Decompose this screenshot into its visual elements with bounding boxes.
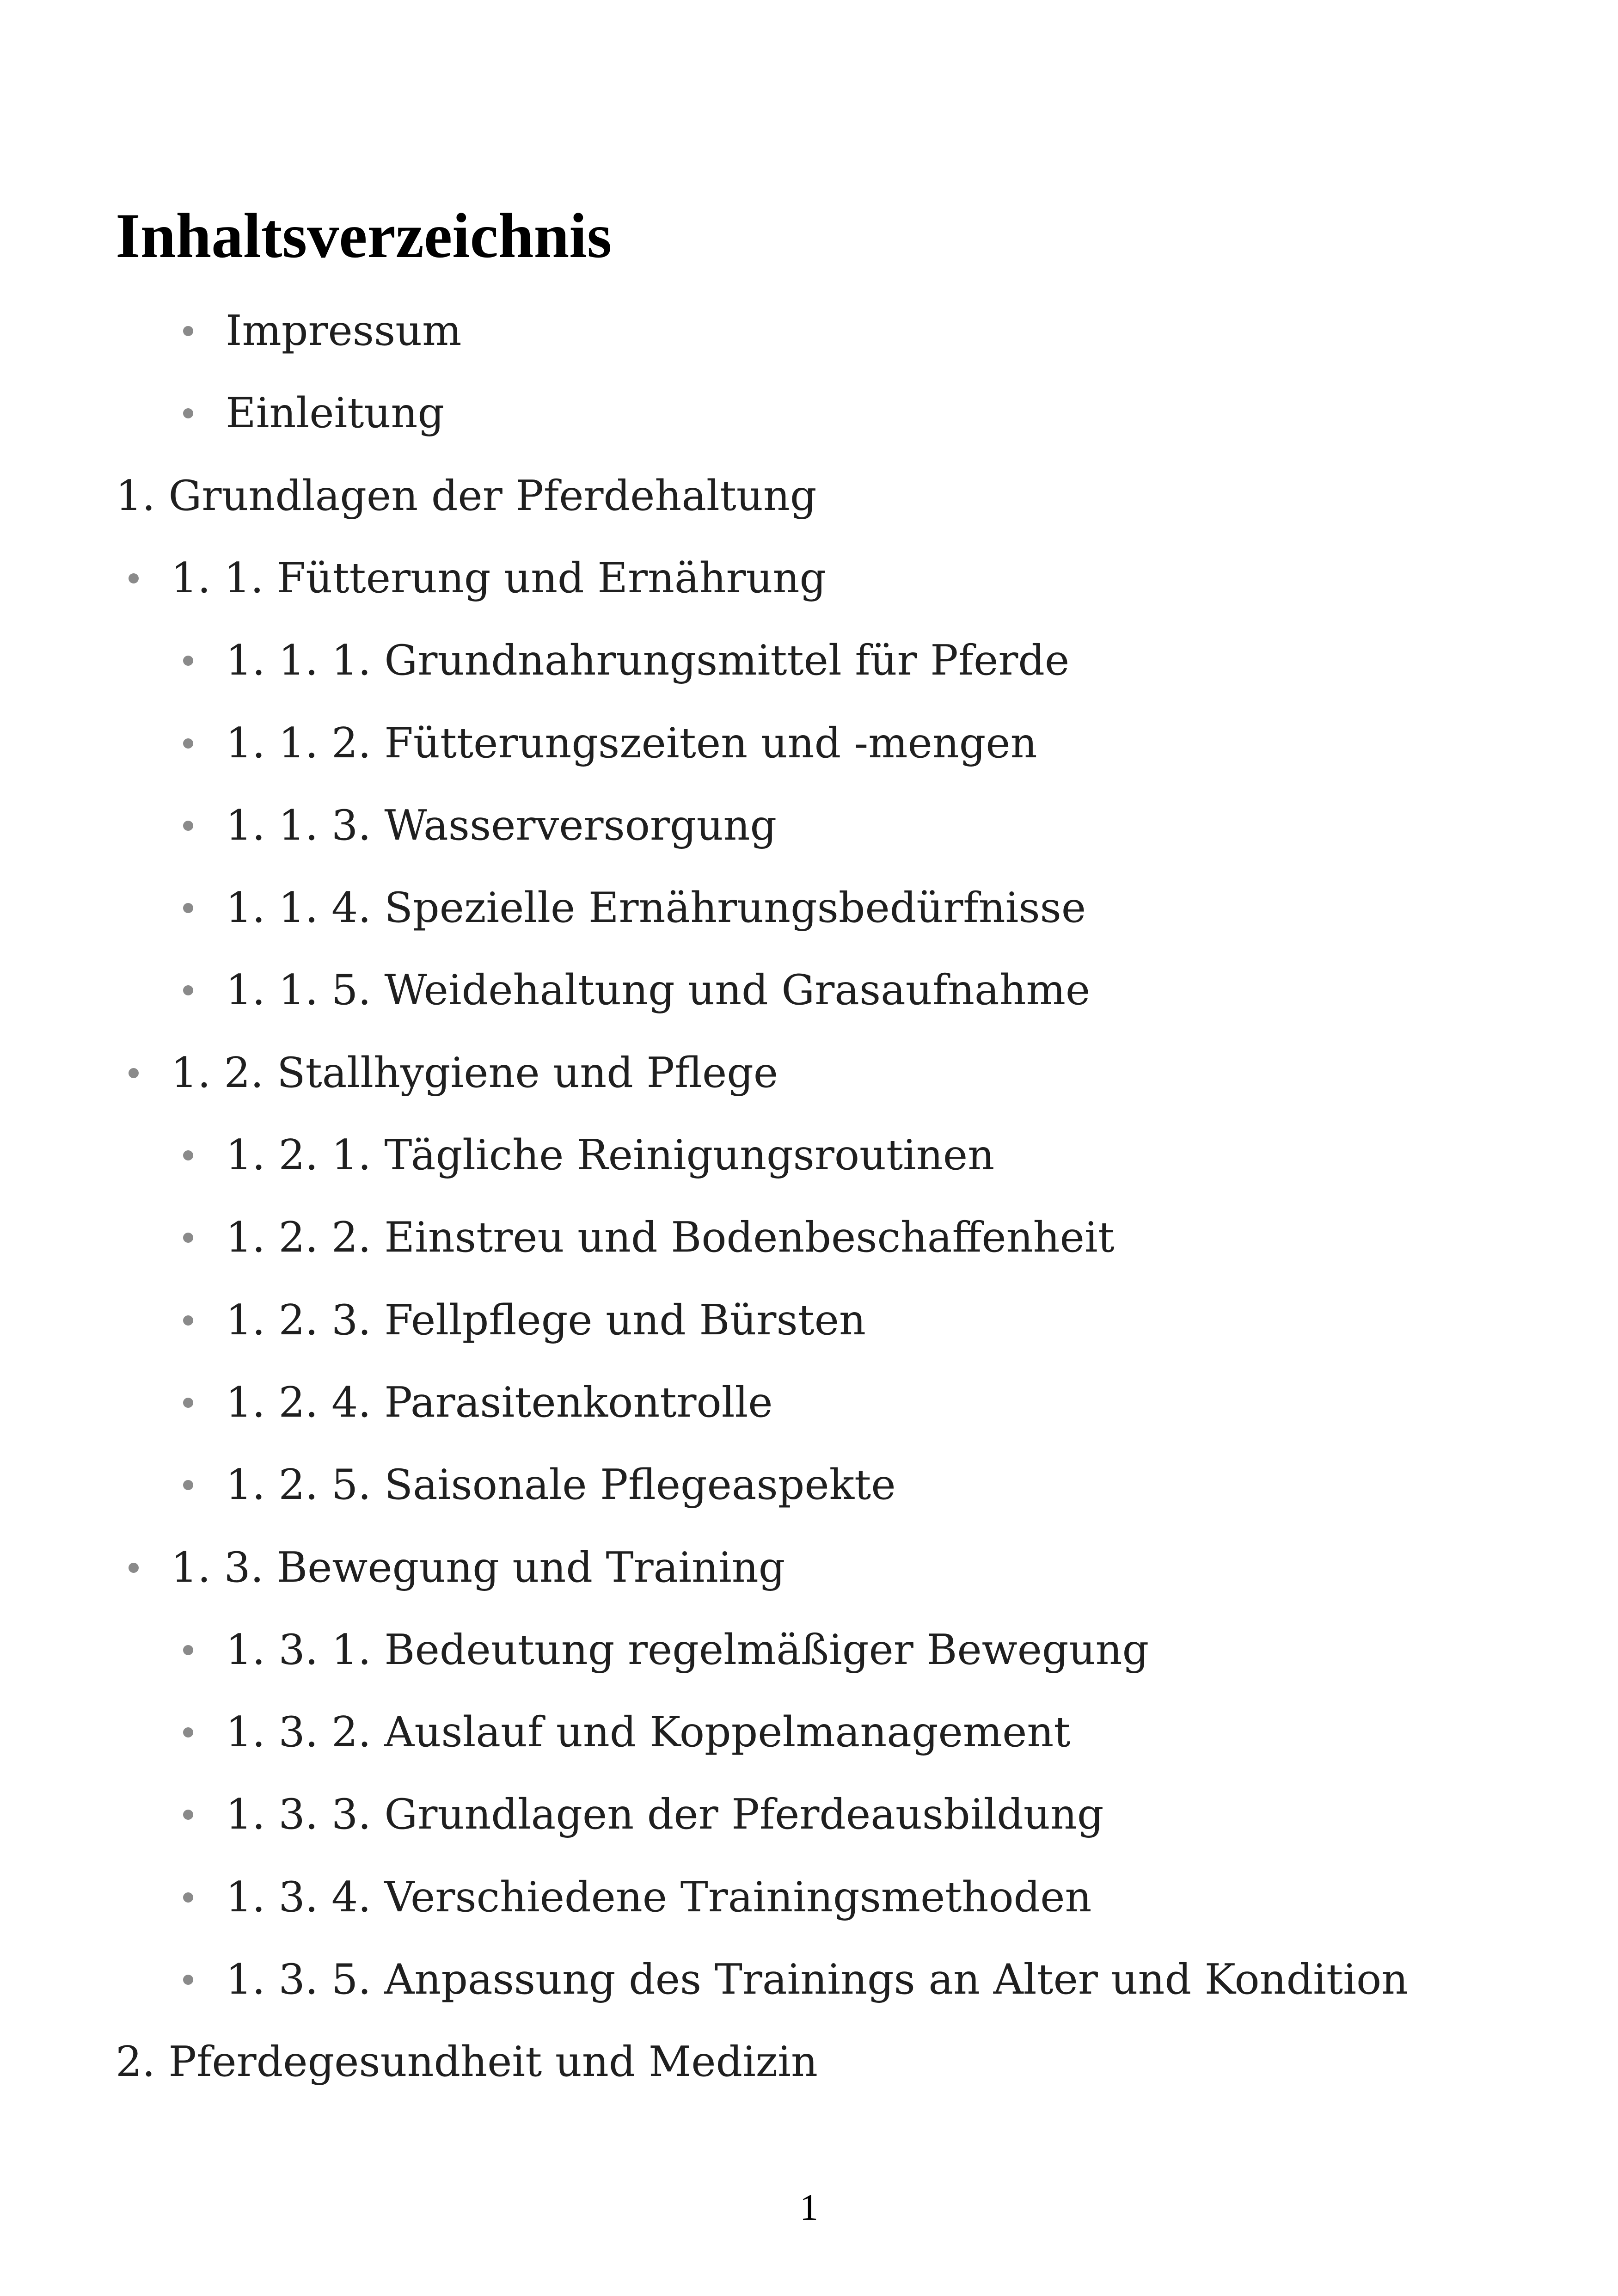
toc-entry[interactable]: [226, 716, 1037, 771]
toc-entry[interactable]: [171, 551, 826, 606]
page-number: 1: [800, 2187, 818, 2228]
toc-entry[interactable]: [226, 1622, 1149, 1678]
toc-entry-label: 1. 3. 4. Verschiedene Trainingsmethoden: [226, 1873, 1092, 1922]
toc-entry[interactable]: [226, 386, 444, 441]
bullet-icon: [183, 1892, 193, 1903]
toc-entry[interactable]: [116, 468, 816, 524]
toc-entry[interactable]: [226, 633, 1069, 688]
bullet-icon: [129, 1563, 139, 1573]
toc-entry[interactable]: [226, 1952, 1408, 2007]
toc-entry-label: 1. 1. 2. Fütterungszeiten und -mengen: [226, 719, 1037, 767]
bullet-icon: [183, 1150, 193, 1160]
toc-entry-label: 1. Grundlagen der Pferdehaltung: [116, 472, 817, 520]
bullet-icon: [183, 656, 193, 666]
bullet-icon: [183, 1233, 193, 1243]
toc-entry-label: 1. 3. 3. Grundlagen der Pferdeausbildung: [226, 1790, 1104, 1839]
toc-entry-label: 1. 3. 2. Auslauf und Koppelmanagement: [226, 1708, 1071, 1756]
toc-entry-label: 1. 1. Fütterung und Ernährung: [171, 554, 827, 602]
toc-entry-label: 1. 2. 2. Einstreu und Bodenbeschaffenheit: [226, 1213, 1115, 1262]
bullet-icon: [183, 408, 193, 418]
bullet-icon: [183, 1315, 193, 1326]
toc-entry-label: Impressum: [226, 307, 462, 355]
toc-entry-label: 1. 2. 3. Fellpflege und Bürsten: [226, 1296, 866, 1344]
bullet-icon: [129, 573, 139, 583]
toc-entry[interactable]: [116, 2034, 818, 2090]
bullet-icon: [183, 1975, 193, 1985]
toc-entry-label: 1. 3. 1. Bedeutung regelmäßiger Bewegung: [226, 1626, 1149, 1674]
bullet-icon: [183, 1480, 193, 1490]
toc-entry[interactable]: [171, 1540, 785, 1596]
toc-entry-label: 1. 2. 4. Parasitenkontrolle: [226, 1378, 773, 1427]
toc-entry[interactable]: [171, 1045, 778, 1101]
toc-entry[interactable]: [226, 798, 777, 853]
toc-entry-label: 1. 2. 1. Tägliche Reinigungsroutinen: [226, 1131, 995, 1179]
toc-entry[interactable]: [226, 1705, 1071, 1760]
toc-entry-label: 1. 3. 5. Anpassung des Trainings an Alter und Kondition: [226, 1955, 1409, 2004]
toc-entry-label: 1. 3. Bewegung und Training: [171, 1543, 785, 1592]
toc-entry-label: 1. 1. 5. Weidehaltung und Grasaufnahme: [226, 966, 1091, 1014]
page-title: Inhaltsverzeichnis: [116, 200, 612, 271]
bullet-icon: [183, 1398, 193, 1408]
bullet-icon: [129, 1068, 139, 1078]
bullet-icon: [183, 985, 193, 995]
bullet-icon: [183, 1727, 193, 1737]
bullet-icon: [183, 903, 193, 913]
toc-entry-label: 1. 2. 5. Saisonale Pflegeaspekte: [226, 1461, 896, 1509]
toc-entry[interactable]: [226, 1210, 1115, 1265]
toc-entry-label: 2. Pferdegesundheit und Medizin: [116, 2038, 818, 2086]
toc-entry[interactable]: [226, 1457, 896, 1513]
bullet-icon: [183, 821, 193, 831]
bullet-icon: [183, 738, 193, 749]
toc-entry-label: Einleitung: [226, 389, 444, 437]
toc-entry[interactable]: [226, 1870, 1092, 1925]
toc-entry[interactable]: [226, 1375, 773, 1430]
toc-entry-label: 1. 1. 4. Spezielle Ernährungsbedürfnisse: [226, 884, 1086, 932]
toc-entry[interactable]: [226, 880, 1086, 936]
toc-entry[interactable]: [226, 1293, 866, 1348]
toc-entry[interactable]: [226, 303, 461, 359]
toc-entry[interactable]: [226, 1787, 1103, 1842]
toc-entry-label: 1. 2. Stallhygiene und Pflege: [171, 1049, 778, 1097]
bullet-icon: [183, 1810, 193, 1820]
toc-entry[interactable]: [226, 963, 1090, 1018]
toc-entry-label: 1. 1. 1. Grundnahrungsmittel für Pferde: [226, 636, 1070, 685]
toc-entry-label: 1. 1. 3. Wasserversorgung: [226, 801, 777, 850]
bullet-icon: [183, 326, 193, 336]
bullet-icon: [183, 1645, 193, 1655]
toc-entry[interactable]: [226, 1128, 994, 1183]
